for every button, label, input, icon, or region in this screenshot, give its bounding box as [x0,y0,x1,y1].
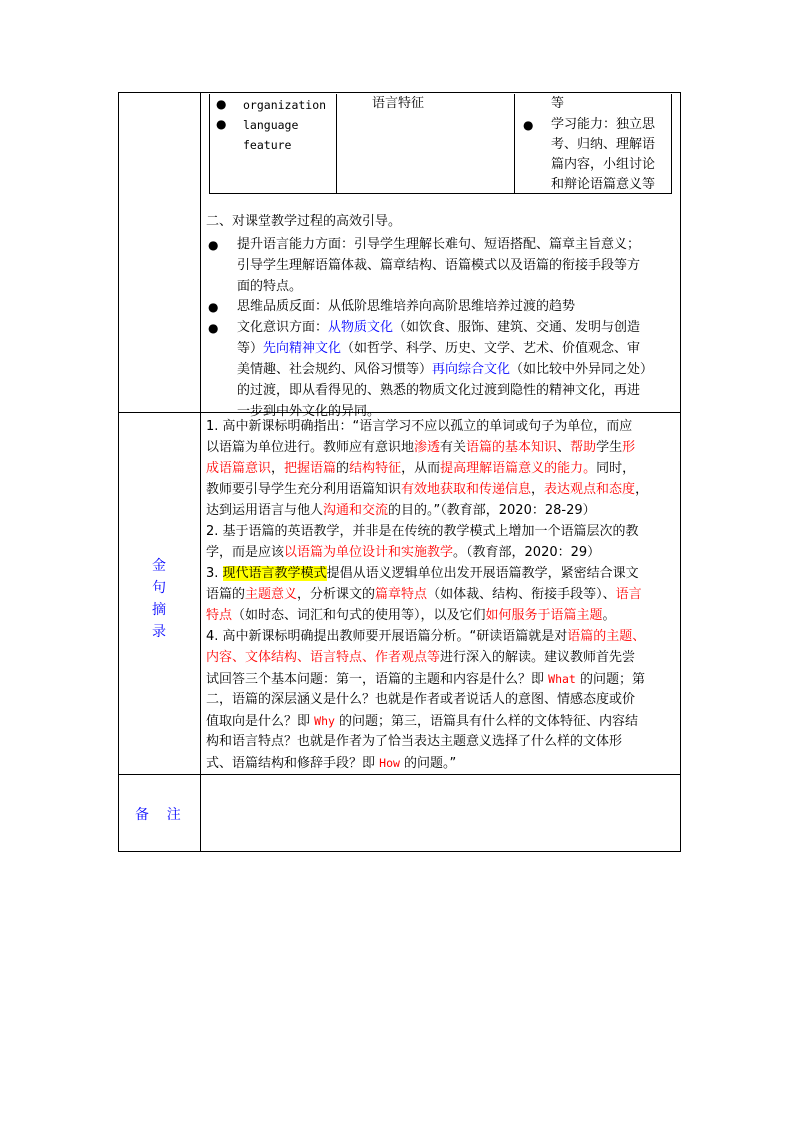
text-run: 提倡从语义逻辑单位出发开展语篇教学，紧密结合课文 [326,566,639,581]
row-divider-1 [118,412,681,413]
quote-4-line [206,627,645,648]
guidance-text: 提升语言能力方面：引导学生理解长难句、短语搭配、篇章主旨意义； [237,237,641,252]
inner-col3-text: 和辩论语篇意义等 [551,177,656,192]
text-run: 式、语篇结构和修辞手段？即 [206,756,380,771]
emphasis-red: 有效地获取和传递信息 [401,482,532,497]
quote-2-line [206,543,600,564]
quote-1-line [206,438,635,459]
text-run: ，分析课文的 [297,587,376,602]
highlighted-text: 现代语言教学模式 [222,566,327,581]
emphasis-red: 语篇的主题、 [567,629,646,644]
text-run: 教师要引导学生充分利用语篇知识 [206,482,402,497]
inner-col1-line: feature [243,138,292,152]
inner-col3-text: 等 [551,96,565,111]
quote-4-line: 构和语言特点？也就是作者为了恰当表达主题意义选择了什么样的文体形 [206,734,623,749]
text-run: 语篇的 [206,587,246,602]
emphasis-red: 成语篇意识 [206,461,272,476]
emphasis-red: 提高理解语篇意义的能力。 [440,461,597,476]
text-run: 值取向是什么？即 [206,714,315,729]
text-run: （如饮食、服饰、建筑、交通、发明与创造 [393,320,641,335]
remarks-label: 备 注 [135,807,181,823]
text-run: 的问题。” [399,756,457,771]
guidance-heading: 二、对课堂教学过程的高效引导。 [206,214,402,229]
text-run: 3. [206,566,223,581]
text-run: 。 [602,608,616,623]
guidance-text: 的过渡，即从看得见的、熟悉的物质文化过渡到隐性的精神文化，再进 [237,383,641,398]
text-run: ， [635,482,649,497]
quote-1-line: 1. 高中新课标明确指出：“语言学习不应以孤立的单词或句子为单位，而应 [206,419,633,434]
emphasis-red: 主题意义 [245,587,298,602]
text-run: 的 [336,461,350,476]
text-run: 有关 [440,440,467,455]
quote-4-line [206,711,638,733]
inner-col-divider-1 [336,94,337,194]
quotes-label-char: 录 [152,624,166,640]
emphasis-red: Why [314,714,335,728]
inner-col3-text: 篇内容，小组讨论 [551,157,656,172]
emphasis-red: 篇章特点 [375,587,428,602]
guidance-text [237,360,653,381]
guidance-text: 思维品质反面：从低阶思维培养向高阶思维培养过渡的趋势 [237,299,576,314]
quote-4-line [206,669,645,691]
text-run: 美情趣、社会规约、风俗习惯等） [237,362,433,377]
text-run: （如哲学、科学、历史、文学、艺术、价值观念、审 [341,341,641,356]
emphasis-red: 帮助 [570,440,597,455]
quote-1-line [206,501,596,522]
emphasis-red: 沟通和交流 [323,503,389,518]
quote-1-line [206,480,648,501]
bullet-icon: ● [216,117,227,131]
emphasis-red: 以语篇为单位设计和实施教学 [284,545,454,560]
emphasis-red: 渗透 [414,440,441,455]
quote-1-line [206,459,635,480]
inner-col3-text: 学习能力：独立思 [551,117,656,132]
column-divider [200,92,201,852]
quote-2-line: 2. 基于语篇的英语教学，并非是在传统的教学模式上增加一个语篇层次的教 [206,524,639,539]
emphasis-red: 形 [622,440,636,455]
quote-3-line [206,564,639,585]
emphasis-blue: 再向综合文化 [432,362,511,377]
inner-col1-line: organization [243,98,327,112]
bullet-icon: ● [523,118,534,132]
guidance-text: 面的特点。 [237,279,303,294]
emphasis-red: What [548,672,576,686]
quote-4-line [206,648,635,669]
inner-col3-text: 考、归纳、理解语 [551,137,656,152]
quotes-label-char: 金 [152,558,166,574]
quote-4-line [206,753,456,775]
emphasis-red: 特点 [206,608,233,623]
text-run: 的目的。”（教育部，2020：28-29） [388,503,596,518]
inner-col-divider-2 [514,94,515,194]
bullet-icon: ● [216,97,227,111]
inner-col1-line: language [243,118,299,132]
text-run: 的问题；第 [575,672,645,687]
emphasis-red: 把握语篇 [284,461,337,476]
emphasis-red: 语言 [615,587,642,602]
emphasis-red: How [379,756,400,770]
inner-col2-text: 语言特征 [372,96,425,111]
emphasis-red: 表达观点和态度 [544,482,636,497]
emphasis-red: 如何服务于语篇主题 [485,608,603,623]
text-run: 试回答三个基本问题：第一，语篇的主题和内容是什么？即 [206,672,549,687]
text-run: （如比较中外异同之处） [510,362,654,377]
text-run: 同时， [596,461,636,476]
text-run: 文化意识方面： [237,320,329,335]
text-run: （如时态、词汇和句式的使用等），以及它们 [232,608,486,623]
text-run: （如体裁、结构、衔接手段等）、 [427,587,616,602]
text-run: 进行深入的解读。建议教师首先尝 [440,650,636,665]
text-run: 达到运用语言与他人 [206,503,324,518]
text-run: 的问题；第三，语篇具有什么样的文体特征、内容结 [334,714,639,729]
guidance-text: 引导学生理解语篇体裁、篇章结构、语篇模式以及语篇的衔接手段等方 [237,258,641,273]
emphasis-blue: 先向精神文化 [263,341,342,356]
text-run: 等） [237,341,264,356]
text-run: 。（教育部，2020：29） [453,545,601,560]
text-run: ，从而 [401,461,441,476]
guidance-text [237,339,640,360]
quote-3-line [206,585,642,606]
guidance-text [237,318,640,339]
text-run: ， [531,482,545,497]
quotes-label-char: 摘 [152,602,166,618]
text-run: 学，而是应该 [206,545,285,560]
text-run: 学生 [596,440,623,455]
text-run: 以语篇为单位进行。教师应有意识地 [206,440,415,455]
bullet-icon: ● [208,321,219,335]
bullet-icon: ● [208,238,219,252]
emphasis-blue: 从物质文化 [328,320,394,335]
emphasis-red: 语篇的基本知识 [466,440,558,455]
quotes-label-char: 句 [152,580,166,596]
quote-4-line: 二，语篇的深层涵义是什么？也就是作者或者说话人的意图、情感态度或价 [206,692,636,707]
guidance-text: 一步到中外文化的异同。 [237,404,381,419]
quote-3-line [206,606,616,627]
text-run: ， [271,461,285,476]
emphasis-red: 结构特征 [349,461,402,476]
bullet-icon: ● [208,300,219,314]
text-run: 4. 高中新课标明确提出教师要开展语篇分析。“研读语篇就是对 [206,629,568,644]
text-run: 、 [557,440,571,455]
emphasis-red: 内容、文体结构、语言特点、作者观点等 [206,650,441,665]
